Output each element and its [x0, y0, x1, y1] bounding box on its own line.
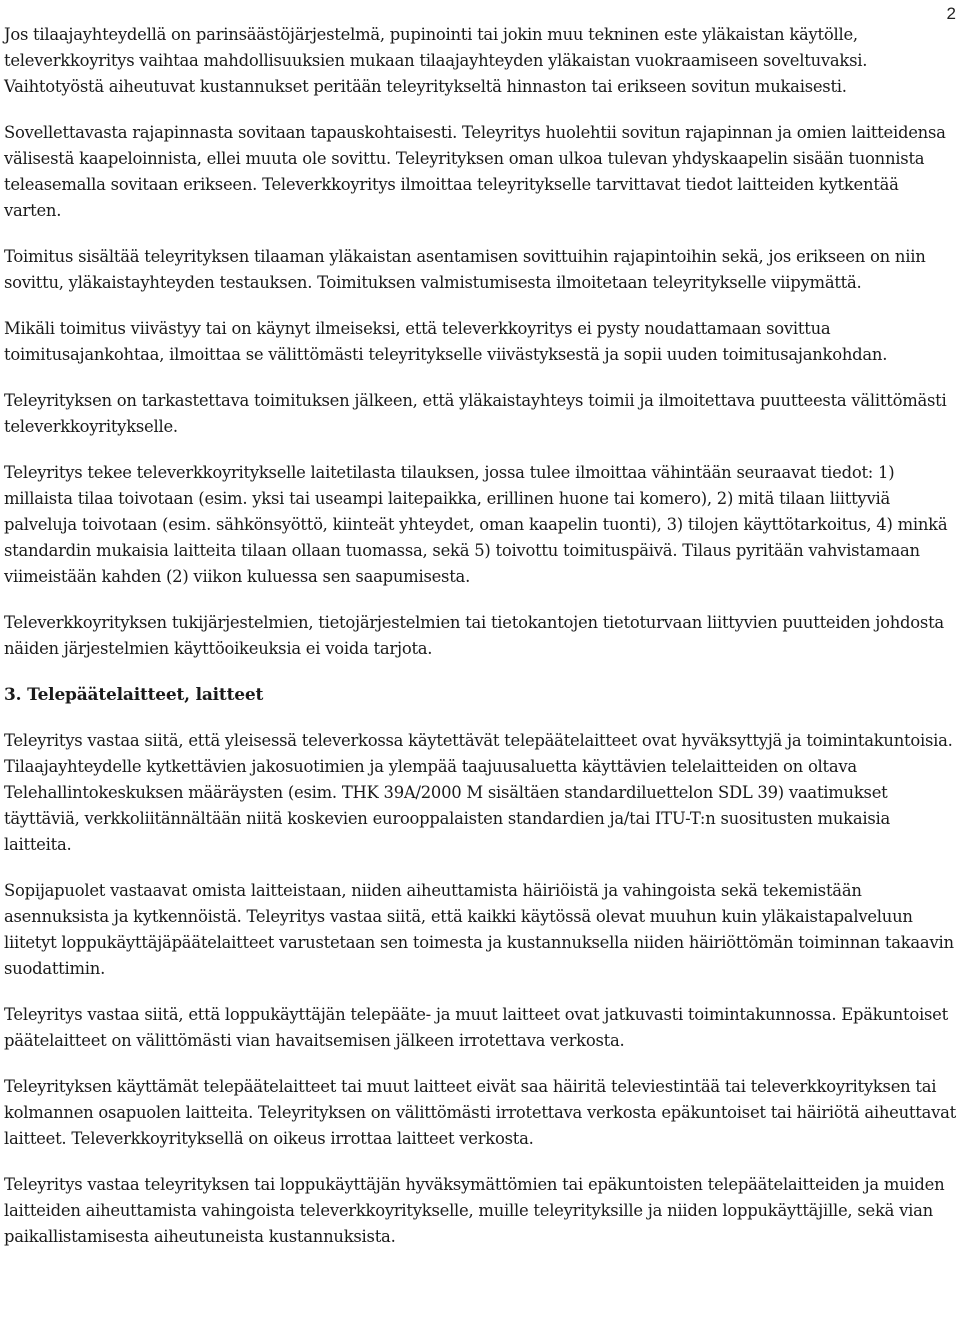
- paragraph: Sovellettavasta rajapinnasta sovitaan tapauskohtaisesti. Teleyritys huolehtii sovitun rajapinnan ja omien laitteidensa välisestä kaapeloinnista, ellei muuta ole sovittu. Teleyrityksen oman ulkoa tulevan yhdyskaapelin sisään tuonnista teleasemalla sovitaan erikseen. Televerkkoyritys ilmoittaa teleyritykselle tarvittavat tiedot laitteiden kytkentää varten.: [4, 123, 946, 220]
- paragraph: Toimitus sisältää teleyrityksen tilaaman yläkaistan asentamisen sovittuihin rajapintoihin sekä, jos erikseen on niin sovittu, yläkaistayhteyden testauksen. Toimituksen valmistumisesta ilmoitetaan teleyritykselle viipymättä.: [4, 247, 926, 292]
- document-body: [4, 22, 956, 1270]
- paragraph: Televerkkoyrityksen tukijärjestelmien, tietojärjestelmien tai tietokantojen tietoturvaan liittyvien puutteiden johdosta näiden järjestelmien käyttöoikeuksia ei voida tarjota.: [4, 613, 944, 658]
- paragraph: Teleyritys vastaa siitä, että yleisessä televerkossa käytettävät telepäätelaitteet ovat hyväksyttyjä ja toimintakuntoisia. Tilaajayhteydelle kytkettävien jakosuotimien ja ylempää taajuusaluetta käyttävien telelaitteiden on oltava Telehallintokeskuksen määräysten (esim. THK 39A/2000 M sisältäen standardiluettelon SDL 39) vaatimukset täyttäviä, verkkoliitännältään niitä koskevien eurooppalaisten standardien ja/tai ITU-T:n suositusten mukaisia laitteita.: [4, 731, 953, 854]
- section-heading: 3. Telepäätelaitteet, laitteet: [4, 685, 264, 705]
- paragraph: Teleyrityksen käyttämät telepäätelaitteet tai muut laitteet eivät saa häiritä televiestintää tai televerkkoyrityksen tai kolmannen osapuolen laitteita. Teleyrityksen on välittömästi irrotettava verkosta epäkuntoiset tai häiriötä aiheuttavat laitteet. Televerkkoyrityksellä on oikeus irrottaa laitteet verkosta.: [4, 1077, 956, 1148]
- paragraph: Teleyritys vastaa siitä, että loppukäyttäjän telepääte- ja muut laitteet ovat jatkuvasti toimintakunnossa. Epäkuntoiset päätelaitteet on välittömästi vian havaitsemisen jälkeen irrotettava verkosta.: [4, 1005, 948, 1050]
- paragraph: Teleyritys vastaa teleyrityksen tai loppukäyttäjän hyväksymättömien tai epäkuntoisten telepäätelaitteiden ja muiden laitteiden aiheuttamista vahingoista televerkkoyritykselle, muille teleyrityksille ja niiden loppukäyttäjille, sekä vian paikallistamisesta aiheutuneista kustannuksista.: [4, 1175, 945, 1246]
- paragraph: Teleyritys tekee televerkkoyritykselle laitetilasta tilauksen, jossa tulee ilmoittaa vähintään seuraavat tiedot: 1) millaista tilaa toivotaan (esim. yksi tai useampi laitepaikka, erillinen huone tai komero), 2) mitä tilaan liittyviä palveluja toivotaan (esim. sähkönsyöttö, kiinteät yhteydet, oman kaapelin tuonti), 3) tilojen käyttötarkoitus, 4) minkä standardin mukaisia laitteita tilaan ollaan tuomassa, sekä 5) toivottu toimituspäivä. Tilaus pyritään vahvistamaan viimeistään kahden (2) viikon kuluessa sen saapumisesta.: [4, 463, 948, 586]
- page-number: 2: [946, 4, 956, 23]
- paragraph: Sopijapuolet vastaavat omista laitteistaan, niiden aiheuttamista häiriöistä ja vahingoista sekä tekemistään asennuksista ja kytkennöistä. Teleyritys vastaa siitä, että kaikki käytössä olevat muuhun kuin yläkaistapalveluun liitetyt loppukäyttäjäpäätelaitteet varustetaan sen toimesta ja kustannuksella niiden häiriöttömän toiminnan takaavin suodattimin.: [4, 881, 954, 978]
- paragraph: Jos tilaajayhteydellä on parinsäästöjärjestelmä, pupinointi tai jokin muu tekninen este yläkaistan käytölle, televerkkoyritys vaihtaa mahdollisuuksien mukaan tilaajayhteyden yläkaistan vuokraamiseen soveltuvaksi. Vaihtotyöstä aiheutuvat kustannukset peritään teleyritykseltä hinnaston tai erikseen sovitun mukaisesti.: [4, 25, 868, 96]
- paragraph: Teleyrityksen on tarkastettava toimituksen jälkeen, että yläkaistayhteys toimii ja ilmoitettava puutteesta välittömästi televerkkoyritykselle.: [4, 391, 947, 436]
- paragraph: Mikäli toimitus viivästyy tai on käynyt ilmeiseksi, että televerkkoyritys ei pysty noudattamaan sovittua toimitusajankohtaa, ilmoittaa se välittömästi teleyritykselle viivästyksestä ja sopii uuden toimitusajankohdan.: [4, 319, 888, 364]
